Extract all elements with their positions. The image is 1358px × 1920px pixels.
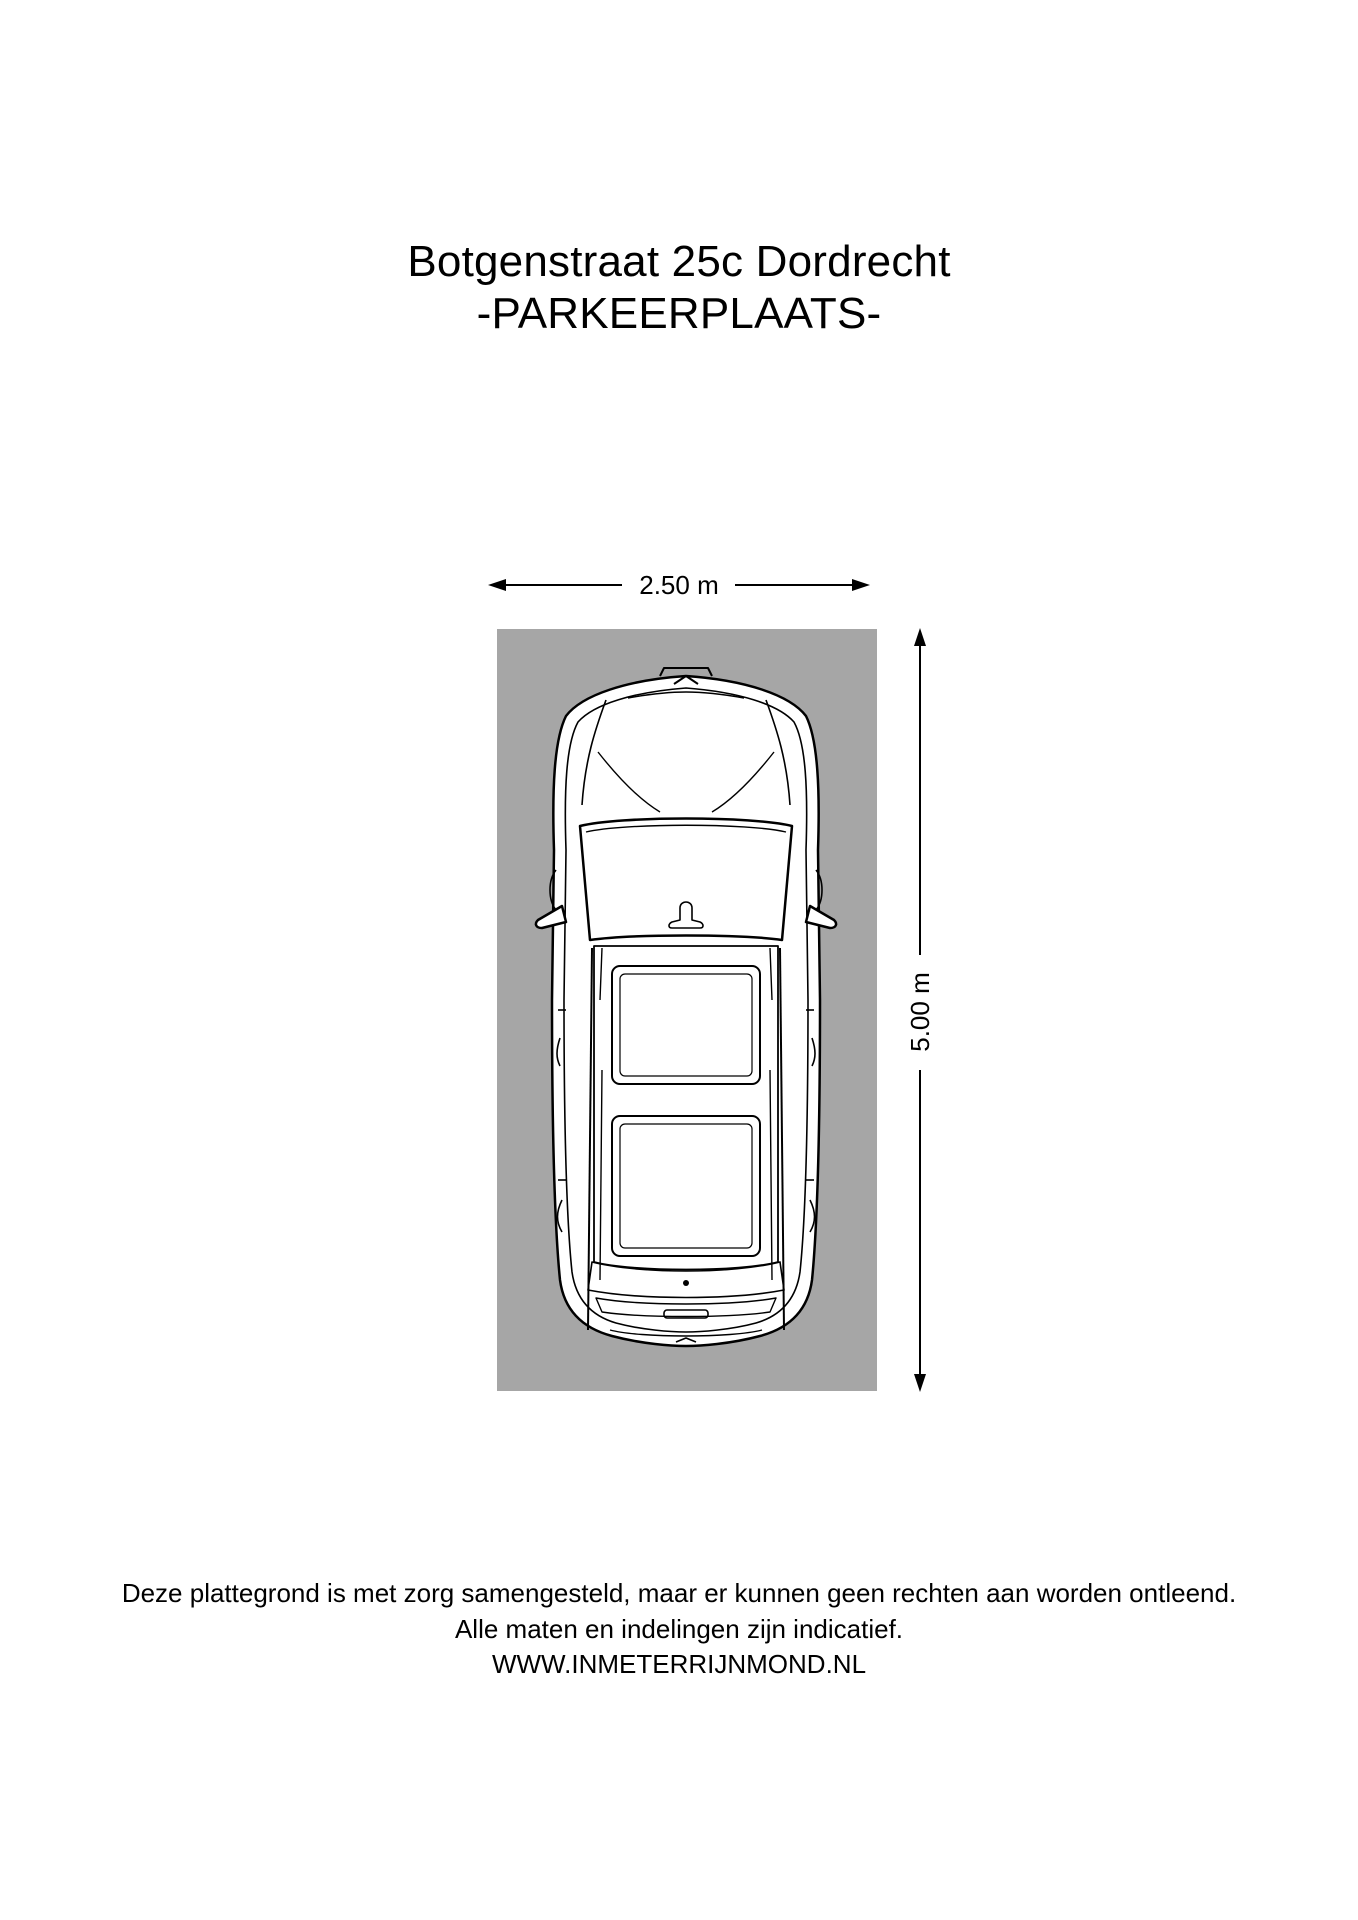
plan-subtitle: -PARKEERPLAATS- xyxy=(476,289,882,338)
arrow-down-icon xyxy=(914,1374,926,1392)
arrow-right-icon xyxy=(852,579,870,591)
length-dimension xyxy=(905,628,935,1392)
width-label: 2.50 m xyxy=(639,570,719,600)
arrow-up-icon xyxy=(914,628,926,646)
width-dimension xyxy=(488,570,870,600)
length-label: 5.00 m xyxy=(905,972,935,1052)
plan-title: Botgenstraat 25c Dordrecht xyxy=(407,237,951,286)
car-icon xyxy=(536,668,836,1346)
indicative-note: Alle maten en indelingen zijn indicatief. xyxy=(454,1614,904,1644)
disclaimer-text: Deze plattegrond is met zorg samengesteld, maar er kunnen geen rechten aan worden ontleend. xyxy=(121,1578,1237,1608)
arrow-left-icon xyxy=(488,579,506,591)
website-text: WWW.INMETERRIJNMOND.NL xyxy=(491,1649,867,1679)
